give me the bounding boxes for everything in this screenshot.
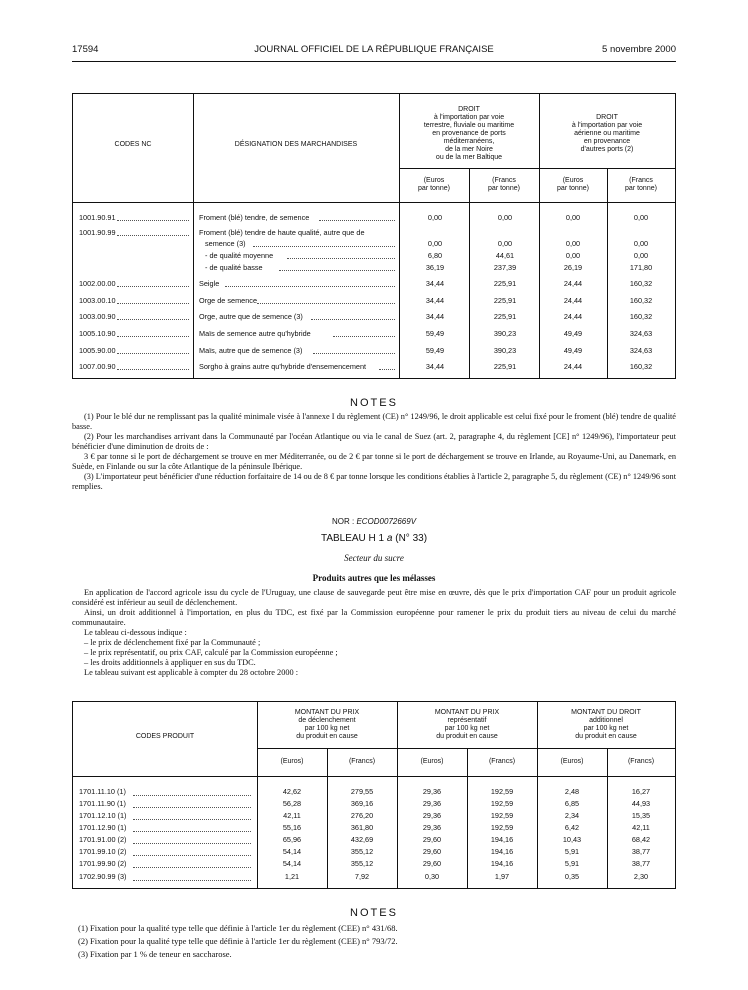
unit-francs: (Francs): [627, 758, 655, 765]
table-row: 1001.90.99 Froment (blé) tendre de haute qualité, autre que de semence (3) - de qualité moyenne - de qualité basse 0,00 6,80 36,19 0,00 44,61 237,39 0,00 0,00 26,19 0,00 0,00 171,80: [79, 228, 653, 272]
col-additional-duty: MONTANT DU DROIT additionnel par 100 kg net du produit en cause: [571, 709, 641, 740]
body-text: En application de l'accord agricole issu du cycle de l'Uruguay, une clause de sauvegarde peut être mise en œuvre, dès que le prix d'importation CAF pour un produit agricole considéré est inférieur au seuil de déclenchement. Ainsi, un droit additionnel à l'importation, en plus du TDC, est fixé par la Commission européenne pour ramener le prix du produit tiers au niveau de celui du marché communautaire. Le tableau ci-dessous indique : – le prix de déclenchement fixé par la Communauté ; – le prix représentatif, ou prix CAF, calculé par la Commission européenne ; – les droits additionnels à appliquer en sus du TDC. Le tableau suivant est applicable à compter du 28 octobre 2000 :: [72, 588, 676, 677]
notes-block: [72, 412, 676, 492]
table-row: 1701.11.10 (1) 42,62 279,55 29,36 192,59 2,48 16,27: [79, 787, 651, 796]
unit-francs: (Francs): [488, 758, 516, 765]
col-codes-produit: CODES PRODUIT: [135, 733, 195, 740]
col-trigger-price: MONTANT DU PRIX de déclenchement par 100 kg net du produit en cause: [294, 709, 360, 740]
table-row: 1003.00.10 Orge de semence 34,44 225,91 24,44 160,32: [79, 296, 653, 305]
col-group-land-sea: DROIT à l'importation par voie terrestre, fluviale ou maritime en provenance de ports méditerranéens, de la mer Noire ou de la mer Baltique: [423, 106, 515, 161]
nor-reference: NOR : ECOD0072669V: [331, 517, 417, 526]
notes-title: NOTES: [350, 397, 398, 409]
footnote: (2) Fixation pour la qualité type telle que définie à l'article 1er du règlement (CEE) n° 793/72.: [78, 936, 398, 946]
products-heading: Produits autres que les mélasses: [312, 573, 436, 583]
sugar-prices-table: [72, 701, 676, 889]
header-rule: [72, 61, 676, 62]
col-group-air-sea: DROIT à l'importation par voie aérienne ou maritime en provenance d'autres ports (2): [571, 114, 643, 153]
footnote: (1) Fixation pour la qualité type telle que définie à l'article 1er du règlement (CEE) n° 431/68.: [78, 923, 398, 933]
table-row: 1005.10.90 Maïs de semence autre qu'hybride 59,49 390,23 49,49 324,63: [79, 329, 653, 338]
table-row: 1701.11.90 (1) 56,28 369,16 29,36 192,59 6,85 44,93: [79, 799, 651, 808]
note-item: (2) Pour les marchandises arrivant dans la Communauté par l'océan Atlantique ou via le canal de Suez (art. 2, paragraphe 4, du règlement [CE] n° 1249/96), l'importateur peut bénéficier d'une diminution de droits de :: [72, 432, 676, 451]
col-designation: DÉSIGNATION DES MARCHANDISES: [234, 141, 358, 148]
footnote: (3) Fixation par 1 % de teneur en saccharose.: [78, 949, 232, 959]
page-number: 17594: [72, 44, 99, 55]
unit-euros: (Euros): [420, 758, 444, 765]
unit-euros-1: (Euros par tonne): [418, 177, 450, 192]
notes-title: NOTES: [350, 907, 398, 919]
table-row: 1701.12.90 (1) 55,16 361,80 29,36 192,59 6,42 42,11: [79, 823, 650, 832]
table-row: 1007.00.90 Sorgho à grains autre qu'hybride d'ensemencement 34,44 225,91 24,44 160,32: [79, 362, 653, 371]
table-row: 1701.91.00 (2) 65,96 432,69 29,60 194,16 10,43 68,42: [79, 835, 651, 844]
table-row: 1005.90.00 Maïs, autre que de semence (3) 59,49 390,23 49,49 324,63: [79, 346, 653, 355]
note-item: (1) Pour le blé dur ne remplissant pas la qualité minimale visée à l'annexe I du règlement (CE) n° 1249/96, le droit applicable est celui fixé pour le froment (blé) tendre de qualité basse.: [72, 412, 676, 431]
unit-euros: (Euros): [280, 758, 304, 765]
sector-title: Secteur du sucre: [344, 553, 404, 563]
col-codes-nc: CODES NC: [114, 141, 152, 148]
note-item: (3) L'importateur peut bénéficier d'une réduction forfaitaire de 14 ou de 8 € par tonne lorsque les conditions établies à l'article 2, paragraphe 5, du règlement (CE) n° 1249/96 sont remplies.: [72, 472, 676, 491]
unit-francs-2: (Francs par tonne): [625, 177, 657, 192]
table-row: 1701.99.90 (2) 54,14 355,12 29,60 194,16 5,91 38,77: [79, 859, 651, 868]
note-item: 3 € par tonne si le port de déchargement se trouve en mer Méditerranée, ou de 2 € par tonne si le port de déchargement se trouve en Irlande, au Royaume-Uni, au Danemark, en Suède, en Finlande ou sur la côte Atlantique de la péninsule Ibérique.: [72, 452, 676, 471]
unit-francs: (Francs): [348, 758, 376, 765]
unit-euros: (Euros): [560, 758, 584, 765]
table-row: 1002.00.00 Seigle 34,44 225,91 24,44 160,32: [79, 279, 653, 288]
issue-date: 5 novembre 2000: [602, 44, 676, 55]
table-row: 1701.99.10 (2) 54,14 355,12 29,60 194,16 5,91 38,77: [79, 847, 651, 856]
unit-francs-1: (Francs par tonne): [488, 177, 520, 192]
import-duties-table: [72, 93, 676, 379]
unit-euros-2: (Euros par tonne): [557, 177, 589, 192]
table-row: 1702.90.99 (3) 1,21 7,92 0,30 1,97 0,35 2,30: [79, 872, 649, 881]
table-row: 1003.00.90 Orge, autre que de semence (3) 34,44 225,91 24,44 160,32: [79, 312, 653, 321]
table-row: 1701.12.10 (1) 42,11 276,20 29,36 192,59 2,34 15,35: [79, 811, 651, 820]
tableau-title: TABLEAU H 1 a (N° 33): [320, 533, 428, 544]
col-representative-price: MONTANT DU PRIX représentatif par 100 kg net du produit en cause: [434, 709, 500, 740]
table-row: 1001.90.91 Froment (blé) tendre, de semence 0,00 0,00 0,00 0,00: [79, 213, 649, 222]
journal-title: JOURNAL OFFICIEL DE LA RÉPUBLIQUE FRANÇAISE: [254, 44, 494, 55]
